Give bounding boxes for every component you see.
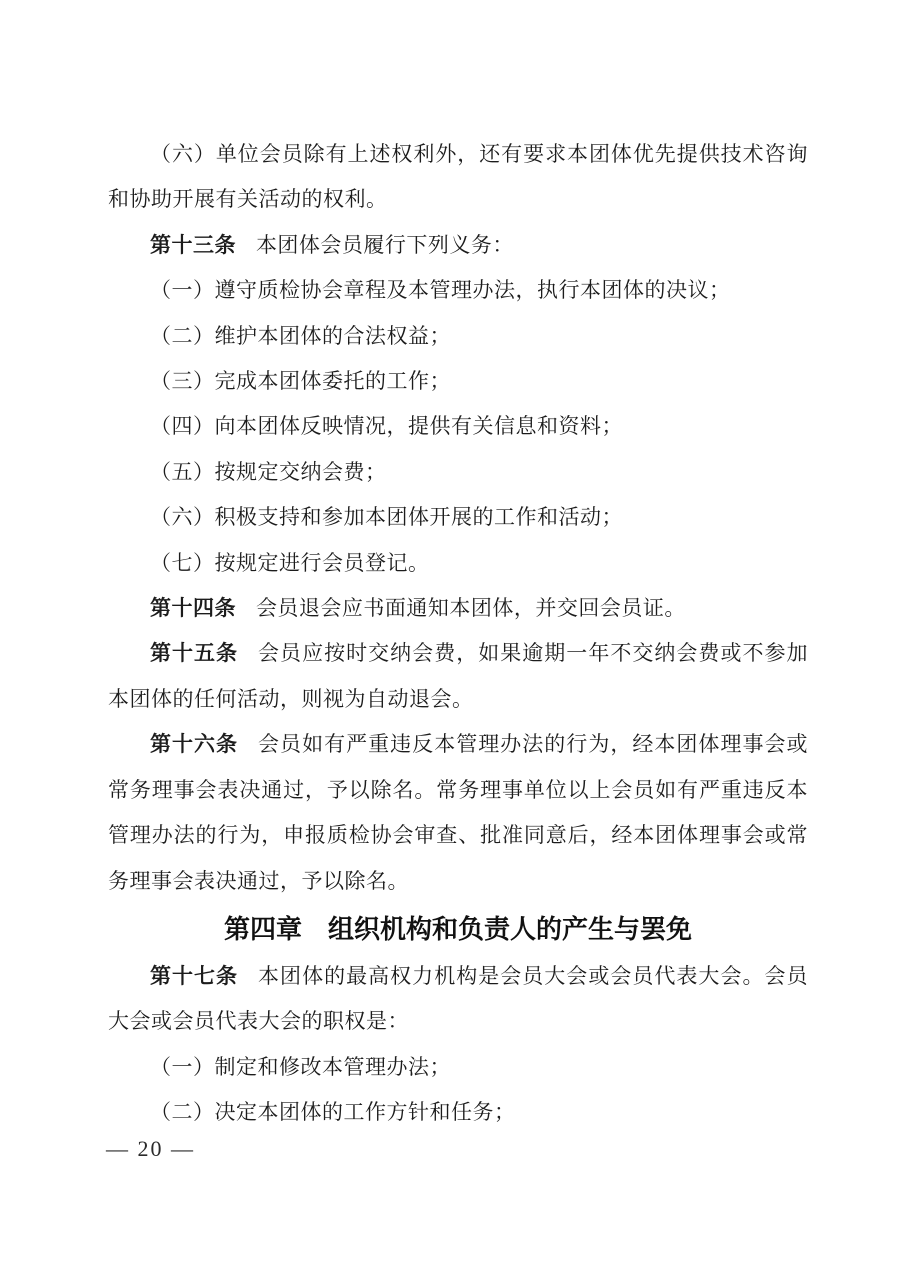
article-paragraph xyxy=(108,722,808,904)
article-paragraph xyxy=(108,132,808,223)
article-text: 会员退会应书面通知本团体，并交回会员证。 xyxy=(255,596,686,621)
clause-text: （一）制定和修改本管理办法； xyxy=(150,1054,451,1079)
article-text: 会员如有严重违反本管理办法的行为，经本团体理事会或常务理事会表决通过，予以除名。常务理事单位以上会员如有严重违反本管理办法的行为，申报质检协会审查、批准同意后，经本团体理事会或常务理事会表决通过，予以除名。 xyxy=(108,732,809,893)
clause-item xyxy=(108,404,808,449)
clause-text: （七）按规定进行会员登记。 xyxy=(150,550,430,575)
clause-text: （五）按规定交纳会费； xyxy=(150,459,387,484)
page-number: — 20 — xyxy=(106,1136,195,1161)
clause-text: （四）向本团体反映情况，提供有关信息和资料； xyxy=(150,414,623,439)
article-number-label: 第十五条 xyxy=(150,641,239,666)
page-content xyxy=(108,132,808,1136)
clause-item xyxy=(108,541,808,586)
article-paragraph xyxy=(108,954,808,1045)
article-paragraph xyxy=(108,631,808,722)
clause-item xyxy=(108,1090,808,1135)
article-text: 本团体的最高权力机构是会员大会或会员代表大会。会员大会或会员代表大会的职权是： xyxy=(108,963,809,1034)
clause-item xyxy=(108,495,808,540)
clause-text: （二）决定本团体的工作方针和任务； xyxy=(150,1100,516,1125)
article-paragraph xyxy=(108,586,808,631)
clause-item xyxy=(108,268,808,313)
clause-text: （一）遵守质检协会章程及本管理办法，执行本团体的决议； xyxy=(150,278,731,303)
article-number-label: 第十四条 xyxy=(150,596,236,621)
clause-item xyxy=(108,359,808,404)
clause-item xyxy=(108,314,808,359)
clause-text: （二）维护本团体的合法权益； xyxy=(150,323,451,348)
article-number-label: 第十七条 xyxy=(150,963,239,988)
clause-text: （三）完成本团体委托的工作； xyxy=(150,369,451,394)
article-number-label: 第十六条 xyxy=(150,732,239,757)
article-paragraph xyxy=(108,223,808,268)
clause-item xyxy=(108,450,808,495)
article-text: 本团体会员履行下列义务： xyxy=(255,232,514,257)
chapter-heading: 第四章 组织机构和负责人的产生与罢免 xyxy=(223,913,692,944)
article-text: （六）单位会员除有上述权利外，还有要求本团体优先提供技术咨询和协助开展有关活动的权利。 xyxy=(108,142,808,212)
article-number-label: 第十三条 xyxy=(150,232,236,257)
clause-text: （六）积极支持和参加本团体开展的工作和活动； xyxy=(150,505,623,530)
article-text: 会员应按时交纳会费，如果逾期一年不交纳会费或不参加本团体的任何活动，则视为自动退会。 xyxy=(108,641,809,711)
clause-item xyxy=(108,1045,808,1090)
